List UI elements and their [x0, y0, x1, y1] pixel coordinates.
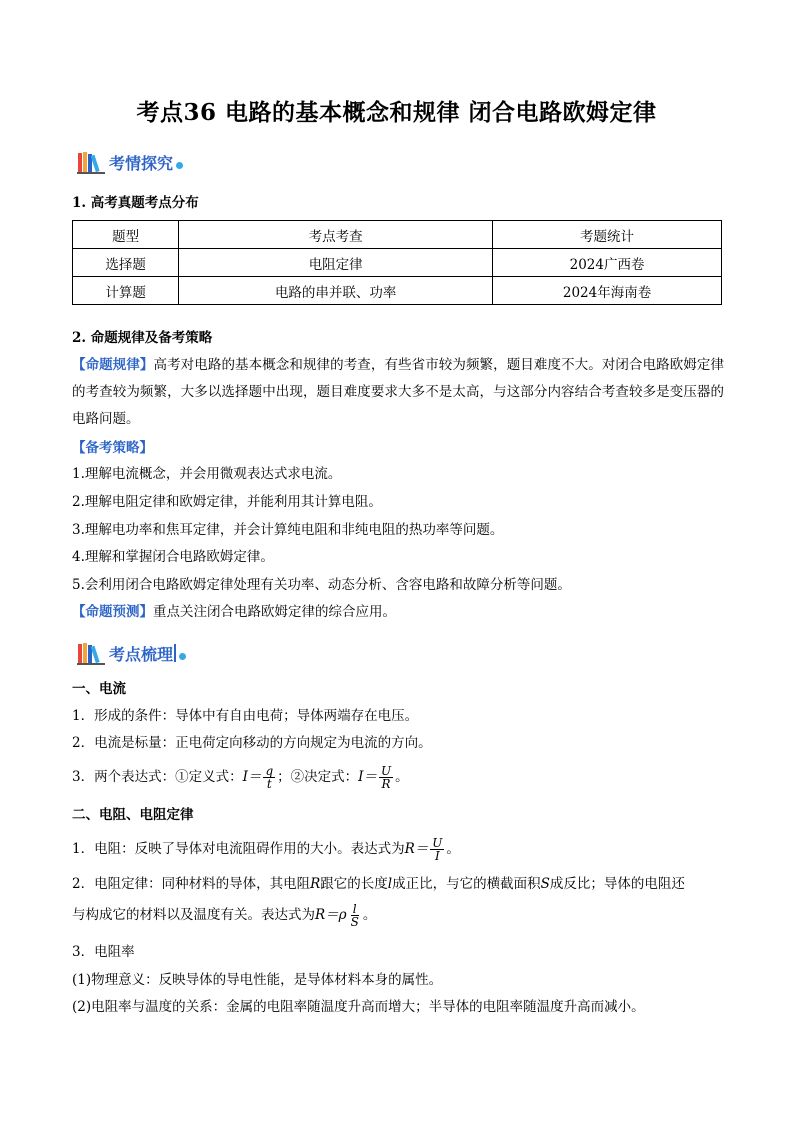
formula-lhs: R＝ρ — [315, 907, 347, 923]
denominator: R — [381, 777, 391, 791]
formula-lhs: I＝ — [242, 769, 262, 785]
part1-heading: 1. 高考真题考点分布 — [72, 195, 199, 211]
part2-heading: 2. 命题规律及备考策略 — [72, 330, 213, 346]
denominator: t — [266, 777, 272, 791]
numerator: U — [432, 836, 443, 850]
resistivity-heading: 3．电阻率 — [72, 944, 135, 960]
section-label: 考情探究 — [109, 153, 174, 173]
fraction — [379, 765, 393, 790]
table-header: 题型 — [73, 221, 179, 249]
strategy-item: 4.理解和掌握闭合电路欧姆定律。 — [72, 549, 274, 565]
item-text: 成正比，与它的横截面积 — [392, 876, 541, 892]
numerator: l — [352, 902, 357, 916]
predict-label: 【命题预测】 — [72, 604, 153, 620]
symbol: R — [310, 876, 321, 892]
books-icon — [77, 641, 107, 665]
resistance-law-line2 — [72, 900, 722, 930]
item-text: 跟它的长度 — [320, 876, 388, 892]
resistance-item — [72, 834, 722, 864]
strategy-item: 5.会利用闭合电路欧姆定律处理有关功率、动态分析、含容电路和故障分析等问题。 — [72, 577, 571, 593]
resistance-law-line1 — [72, 874, 722, 894]
symbol: S — [540, 876, 550, 892]
current-heading: 一、电流 — [72, 681, 126, 697]
formula-lhs: I＝ — [358, 769, 377, 785]
fraction — [349, 903, 361, 928]
table-header-row — [73, 221, 722, 249]
item-text: 2．电阻定律：同种材料的导体，其电阻 — [72, 876, 311, 892]
formula-mid: ；②决定式： — [277, 769, 359, 785]
current-item: 2．电流是标量：正电荷定向移动的方向规定为电流的方向。 — [72, 735, 432, 751]
symbol: l — [387, 876, 393, 892]
table-cell: 2024广西卷 — [493, 249, 722, 277]
fraction — [263, 765, 275, 790]
strategy-item: 1.理解电流概念，并会用微观表达式求电流。 — [72, 466, 342, 482]
fraction — [430, 837, 444, 862]
resistance-heading: 二、电阻、电阻定律 — [72, 807, 194, 823]
denominator: I — [434, 849, 440, 863]
table-header: 考题统计 — [493, 221, 722, 249]
table-header: 考点考查 — [179, 221, 493, 249]
formula-end: 。 — [446, 841, 460, 857]
table-cell: 电路的串并联、功率 — [179, 277, 493, 305]
formula-end: 。 — [395, 769, 409, 785]
section-banner-exam-analysis — [77, 148, 183, 176]
table-cell: 2024年海南卷 — [493, 277, 722, 305]
numerator: U — [380, 764, 392, 778]
denominator: S — [350, 915, 359, 929]
formula-lhs: R＝ — [404, 841, 429, 857]
table-cell: 计算题 — [73, 277, 179, 305]
books-icon — [77, 150, 107, 174]
section-banner-knowledge — [77, 639, 186, 667]
numerator: q — [265, 764, 274, 778]
proposition-rule-paragraph — [72, 352, 724, 433]
page-title: 考点36 电路的基本概念和规律 闭合电路欧姆定律 — [136, 99, 657, 126]
dot-icon — [176, 162, 183, 169]
strategy-item: 2.理解电阻定律和欧姆定律，并能利用其计算电阻。 — [72, 494, 382, 510]
section-label: 考点梳理 — [109, 644, 174, 664]
current-item: 1．形成的条件：导体中有自由电荷；导体两端存在电压。 — [72, 708, 419, 724]
rule-label: 【命题规律】 — [72, 357, 154, 373]
formula-end: 。 — [362, 907, 377, 923]
prediction-line — [72, 602, 722, 622]
rule-text: 高考对电路的基本概念和规律的考查，有些省市较为频繁，题目难度不大。对闭合电路欧姆定律的考查较为频繁，大多以选择题中出现，题目难度要求大多不是太高，与这部分内容结合考查较多是变压器的电路问题。 — [72, 357, 725, 427]
table-cell: 选择题 — [73, 249, 179, 277]
dot-icon — [179, 653, 186, 660]
exam-distribution-table — [72, 220, 722, 305]
text-cursor — [174, 644, 176, 662]
table-row — [73, 277, 722, 305]
formula-prefix: 3．两个表达式：①定义式： — [72, 769, 243, 785]
strategy-item: 3.理解电功率和焦耳定律，并会计算纯电阻和非纯电阻的热功率等问题。 — [72, 522, 504, 538]
item-text: 1．电阻：反映了导体对电流阻碍作用的大小。表达式为 — [72, 841, 405, 857]
resistivity-item: (1)物理意义：反映导体的导电性能，是导体材料本身的属性。 — [72, 972, 443, 988]
item-text: 成反比；导体的电阻还 — [549, 876, 685, 892]
item-text: 与构成它的材料以及温度有关。表达式为 — [72, 907, 315, 923]
predict-text: 重点关注闭合电路欧姆定律的综合应用。 — [153, 604, 396, 620]
strategy-label: 【备考策略】 — [72, 440, 153, 456]
resistivity-item: (2)电阻率与温度的关系：金属的电阻率随温度升高而增大；半导体的电阻率随温度升高而减小。 — [72, 999, 645, 1015]
current-item-formulas — [72, 762, 722, 792]
table-row — [73, 249, 722, 277]
table-cell: 电阻定律 — [179, 249, 493, 277]
